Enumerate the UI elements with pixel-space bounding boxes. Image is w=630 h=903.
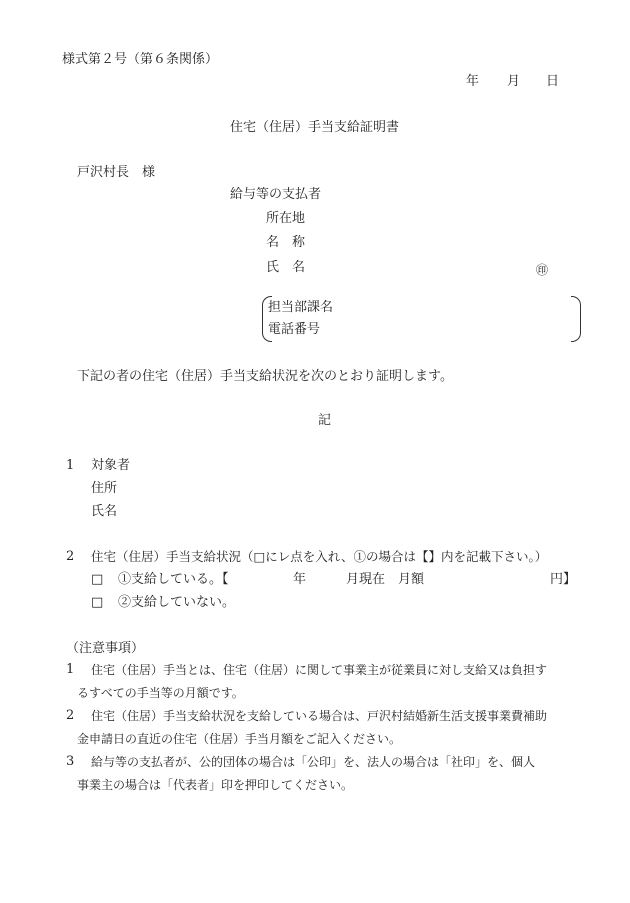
seal-mark: ㊞: [536, 263, 549, 277]
section-1-label: 対象者: [91, 458, 131, 473]
option-paid-month: 月現在 月額: [346, 572, 425, 587]
section-1-number: 1: [66, 458, 75, 473]
section-2-number: 2: [66, 549, 75, 564]
document-title: 住宅（住居）手当支給証明書: [230, 120, 400, 135]
date-year: 年: [466, 74, 480, 89]
option-not-paid-text: ②支給していない。: [118, 595, 236, 610]
addressee: 戸沢村長 様: [77, 165, 156, 180]
date-day: 日: [546, 74, 560, 89]
checkbox-not-paid[interactable]: □: [91, 595, 104, 610]
dept-label: 担当部課名: [268, 300, 334, 315]
section-2-label: 住宅（住居）手当支給状況（□にレ点を入れ、①の場合は【】内を記載下さい。）: [91, 549, 548, 564]
notes-heading: （注意事項）: [66, 641, 145, 656]
option-paid-yen: 円】: [550, 572, 577, 587]
option-paid-year: 年: [293, 572, 307, 587]
phone-label: 電話番号: [268, 322, 321, 337]
note-1-line-2: るすべての手当等の月額です。: [77, 686, 244, 700]
note-1-number: 1: [66, 662, 75, 677]
option-paid-text: ①支給している。【: [118, 572, 229, 587]
note-2-number: 2: [66, 708, 75, 723]
date-month: 月: [507, 74, 521, 89]
note-1-line-1: 住宅（住居）手当とは、住宅（住居）に関して事業主が従業員に対し支給又は負担す: [91, 663, 548, 677]
note-3-number: 3: [66, 754, 75, 769]
note-2-line-1: 住宅（住居）手当支給状況を支給している場合は、戸沢村結婚新生活支援事業費補助: [91, 709, 548, 723]
form-number: 様式第２号（第６条関係）: [62, 52, 219, 67]
section-1-address: 住所: [91, 481, 118, 496]
payer-person-label: 氏 名: [266, 260, 306, 275]
payer-location-label: 所在地: [266, 211, 306, 226]
intro-text: 下記の者の住宅（住居）手当支給状況を次のとおり証明します。: [77, 369, 453, 384]
ki-heading: 記: [318, 413, 332, 428]
note-3-line-1: 給与等の支払者が、公的団体の場合は「公印」を、法人の場合は「社印」を、個人: [91, 755, 536, 769]
note-3-line-2: 事業主の場合は「代表者」印を押印してください。: [77, 778, 354, 792]
section-1-name: 氏名: [91, 504, 118, 519]
bracket-right: [571, 296, 581, 342]
checkbox-paid[interactable]: □: [91, 572, 104, 587]
note-2-line-2: 金申請日の直近の住宅（住居）手当月額をご記入ください。: [77, 732, 402, 746]
payer-name-label: 名 称: [266, 235, 306, 250]
payer-heading: 給与等の支払者: [230, 187, 322, 202]
